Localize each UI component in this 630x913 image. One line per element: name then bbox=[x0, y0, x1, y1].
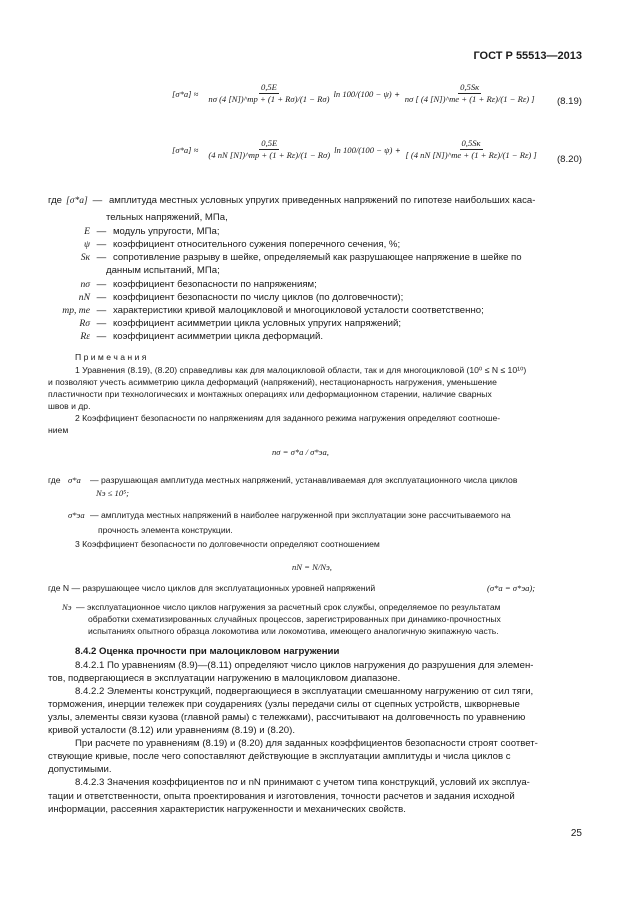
definition-text: тельных напряжений, МПа, bbox=[106, 212, 228, 223]
definition-text: характеристики кривой малоцикловой и многоцикловой усталости соответственно; bbox=[112, 305, 484, 316]
section-paragraph-line: 8.4.2.2 Элементы конструкций, подвергающиеся в эксплуатации смешанному нагружению от сил тяги, bbox=[75, 686, 534, 697]
definition-text: модуль упругости, МПа; bbox=[112, 226, 220, 237]
definition-symbol: ψ bbox=[84, 239, 90, 250]
note-2-symbol: σ*a bbox=[68, 475, 81, 485]
definition-dash: — bbox=[96, 292, 107, 303]
equation-plus: + bbox=[395, 144, 401, 155]
definition-text: коэффициент асимметрии цикла условных упругих напряжений; bbox=[112, 318, 402, 329]
note-3-bracket: (σ*a = σ*эa); bbox=[487, 583, 536, 593]
note-3-where: где N — разрушающее число циклов для эксплуатационных уровней напряжений bbox=[48, 583, 376, 593]
definition-dash: — bbox=[96, 305, 107, 316]
definition-symbol: nN bbox=[78, 292, 90, 303]
section-paragraph-line: тации и ответственности, опыта проектирования и изготовления, точности расчетов и задания исходной bbox=[48, 791, 515, 802]
definition-dash: — bbox=[96, 279, 107, 290]
note-2-line: нием bbox=[48, 425, 69, 435]
equation-lhs: [σ*a] ≈ bbox=[172, 144, 199, 155]
note-2-def: — амплитуда местных напряжений в наиболее нагруженной при эксплуатации зоне рассчитываемого на bbox=[90, 510, 511, 520]
note-1-line: швов и др. bbox=[48, 401, 91, 411]
section-paragraph-line: кривой усталости (8.12) или уравнениям (8.19) и (8.20). bbox=[48, 725, 295, 736]
equation-8-19 bbox=[172, 82, 537, 105]
equation-denominator: (4 nN [N])^mp + (1 + Rε)/(1 − Rσ) bbox=[208, 150, 331, 160]
definition-symbol: Sк bbox=[80, 252, 90, 263]
equation-8-20 bbox=[172, 138, 539, 161]
section-paragraph-line: торможения, инерции тележек при соударениях (узлы передачи силы от сцепных устройств, шкворневые bbox=[48, 699, 520, 710]
definition-dash: — bbox=[96, 318, 107, 329]
definition-dash: — bbox=[92, 195, 103, 206]
note-3-line: 3 Коэффициент безопасности по долговечности определяют соотношением bbox=[75, 539, 380, 549]
section-paragraph-line: 8.4.2.3 Значения коэффициентов nσ и nN принимают с учетом типа конструкций, условий их эксплуа- bbox=[75, 777, 530, 788]
equation-n-N: nN = N/Nэ, bbox=[292, 562, 332, 572]
definition-symbol: nσ bbox=[80, 279, 90, 290]
definition-text: сопротивление разрыву в шейке, определяемый как разрушающее напряжение в шейке по bbox=[112, 252, 522, 263]
equation-denominator: nσ [ (4 [N])^mе + (1 + Rε)/(1 − Rε) ] bbox=[404, 94, 535, 104]
equation-n-sigma: nσ = σ*a / σ*эa, bbox=[272, 447, 329, 457]
note-3-def-line: — эксплуатационное число циклов нагружения за расчетный срок службы, определяемое по результатам bbox=[76, 602, 501, 612]
note-3-symbol: Nэ bbox=[62, 602, 72, 612]
note-1-line: 1 Уравнения (8.19), (8.20) справедливы как для малоцикловой области, так и для многоцикловой (10⁰ ≤ N ≤ 10¹⁰) bbox=[75, 365, 527, 375]
note-1-line: и позволяют учесть асимметрию цикла деформаций (напряжений), нестационарность нагружения, уменьшение bbox=[48, 377, 497, 387]
section-paragraph-line: тов, подвергающиеся в эксплуатации нагружению в малоцикловом диапазоне. bbox=[48, 673, 401, 684]
definition-text: данным испытаний, МПа; bbox=[106, 265, 220, 276]
section-paragraph-line: При расчете по уравнениям (8.19) и (8.20) для заданных коэффициентов безопасности строят соответ- bbox=[75, 738, 538, 749]
definition-text: амплитуда местных условных упругих приведенных напряжений по гипотезе наибольших каса- bbox=[108, 195, 536, 206]
notes-heading: П р и м е ч а н и я bbox=[75, 352, 147, 362]
definition-text: коэффициент относительного сужения поперечного сечения, %; bbox=[112, 239, 401, 250]
note-3-def-line: испытаниях опытного образца локомотива или локомотива, имеющего аналогичную экипажную часть. bbox=[88, 626, 499, 636]
definition-dash: — bbox=[96, 239, 107, 250]
section-title: 8.4.2 Оценка прочности при малоцикловом нагружении bbox=[75, 646, 340, 657]
section-paragraph-line: допустимыми. bbox=[48, 764, 112, 775]
equation-lhs: [σ*a] ≈ bbox=[172, 88, 199, 99]
definition-row bbox=[60, 251, 522, 264]
document-id: ГОСТ Р 55513—2013 bbox=[473, 50, 582, 62]
equation-number: (8.19) bbox=[556, 96, 582, 107]
note-1-line: пластичности при технологических и монтажных операциях или деформационном старении, наличие сварных bbox=[48, 389, 492, 399]
section-paragraph-line: ствующие кривые, после чего сопоставляют действующие в эксплуатации амплитуды и числа циклов с bbox=[48, 751, 511, 762]
definition-dash: — bbox=[96, 226, 107, 237]
page-number: 25 bbox=[570, 828, 582, 839]
definition-symbol: [σ*a] bbox=[66, 195, 88, 206]
note-3-def-line: обработки схематизированных случайных процессов, зарегистрированных при динамико-прочностных bbox=[88, 614, 501, 624]
definition-text: коэффициент асимметрии цикла деформаций. bbox=[112, 331, 324, 342]
equation-numerator: 0,5Sк bbox=[461, 138, 481, 148]
equation-ln-term: ln 100/(100 − ψ) bbox=[333, 88, 392, 99]
note-2-def: — разрушающая амплитуда местных напряжений, устанавливаемая для эксплуатационного числа циклов bbox=[90, 475, 518, 485]
definition-text: коэффициент безопасности по числу циклов (по долговечности); bbox=[112, 292, 404, 303]
equation-numerator: 0,5E bbox=[261, 138, 278, 148]
definition-row bbox=[60, 225, 220, 238]
definition-row bbox=[60, 330, 323, 343]
equation-numerator: 0,5Sк bbox=[460, 82, 480, 92]
equation-denominator: nσ (4 [N])^mp + (1 + Rσ)/(1 − Rσ) bbox=[208, 94, 330, 104]
definition-symbol: mр, mе bbox=[62, 305, 90, 316]
section-paragraph-line: 8.4.2.1 По уравнениям (8.9)—(8.11) определяют число циклов нагружения до разрушения для элемен- bbox=[75, 660, 534, 671]
definition-row bbox=[66, 194, 535, 207]
equation-numerator: 0,5E bbox=[260, 82, 277, 92]
note-2-symbol: σ*эa bbox=[68, 510, 85, 520]
section-paragraph-line: информации, рассеяния характеристик нагруженности и механических свойств. bbox=[48, 804, 406, 815]
definition-dash: — bbox=[96, 331, 107, 342]
note-2-line: 2 Коэффициент безопасности по напряжениям для заданного режима нагружения определяют соотноше- bbox=[75, 413, 501, 423]
definition-row bbox=[46, 304, 484, 317]
definition-row bbox=[60, 278, 317, 291]
equation-number: (8.20) bbox=[556, 154, 582, 165]
note-2-def: прочность элемента конструкции. bbox=[98, 525, 233, 535]
definition-row bbox=[60, 291, 403, 304]
definition-symbol: Rσ bbox=[79, 318, 90, 329]
definition-symbol: Rε bbox=[80, 331, 90, 342]
note-2-def: Nэ ≤ 10⁵; bbox=[96, 488, 129, 498]
definition-symbol: E bbox=[84, 226, 90, 237]
note-2-where: где bbox=[48, 475, 61, 485]
definition-text: коэффициент безопасности по напряжениям; bbox=[112, 279, 317, 290]
definition-row bbox=[106, 211, 228, 224]
definition-row bbox=[106, 264, 220, 277]
definition-dash: — bbox=[96, 252, 107, 263]
equation-denominator: [ (4 nN [N])^mе + (1 + Rε)/(1 − Rε) ] bbox=[405, 150, 537, 160]
definition-row bbox=[60, 238, 400, 251]
definition-row bbox=[60, 317, 401, 330]
section-paragraph-line: узлы, элементы связи кузова (главной рамы) с тележками), рассчитывают на долговечность по уравнению bbox=[48, 712, 526, 723]
equation-ln-term: ln 100/(100 − ψ) bbox=[334, 144, 393, 155]
equation-plus: + bbox=[394, 88, 400, 99]
where-intro: где bbox=[48, 195, 63, 206]
